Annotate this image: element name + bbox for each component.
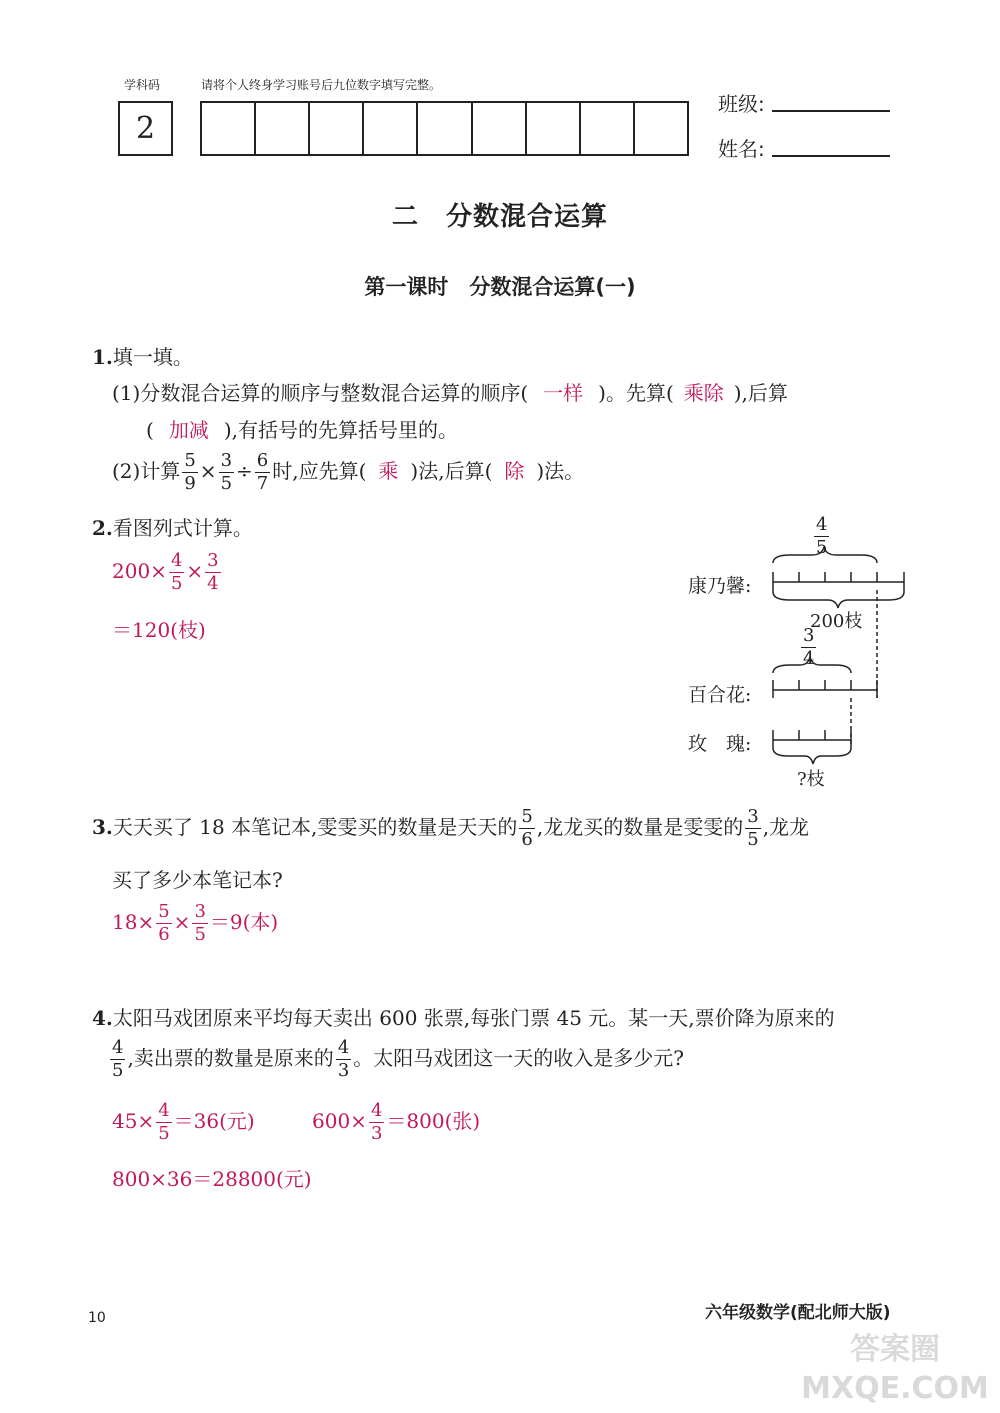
q2-title bbox=[92, 512, 253, 541]
q1-number: 1. bbox=[92, 345, 113, 369]
account-instruction: 请将个人终身学习账号后九位数字填写完整。 bbox=[201, 78, 442, 92]
q1-title-text: 填一填。 bbox=[112, 345, 193, 369]
q1-p2-text-a: (2)计算 bbox=[112, 459, 181, 483]
q1-answer-same: 一样 bbox=[543, 381, 584, 405]
book-title: 六年级数学(配北师大版) bbox=[705, 1303, 891, 1323]
q3-text-c: ,龙龙 bbox=[762, 815, 810, 839]
q3-answer-text-a: 18× bbox=[112, 910, 155, 934]
q2-answer-fraction-1: $\frac{4}{5}$ bbox=[170, 550, 183, 594]
q1-title bbox=[92, 341, 193, 370]
q1-op-1: × bbox=[199, 459, 217, 483]
q1-fraction-1: $\frac{5}{9}$ bbox=[184, 450, 196, 494]
row2-label: 百合花: bbox=[688, 684, 752, 706]
q3-number: 3. bbox=[92, 815, 113, 839]
row3-total: ?枝 bbox=[797, 769, 825, 790]
row1-label: 康乃馨: bbox=[688, 575, 752, 597]
row3-label: 玫 瑰: bbox=[688, 733, 752, 755]
account-digit-box[interactable] bbox=[473, 103, 527, 154]
q3-answer bbox=[112, 903, 278, 944]
diagram-top-fraction: $\frac{4}{5}$ bbox=[816, 514, 828, 558]
account-digit-box[interactable] bbox=[364, 103, 418, 154]
q2-answer-op: × bbox=[186, 559, 204, 583]
account-digit-box[interactable] bbox=[202, 103, 256, 154]
q1-p1-text-b: )。先算( bbox=[598, 381, 674, 405]
q3-text-b: ,龙龙买的数量是雯雯的 bbox=[536, 815, 744, 839]
q4-answer2-text-a: 600× bbox=[312, 1109, 367, 1133]
account-digit-box[interactable] bbox=[310, 103, 364, 154]
q2-answer-text-a: 200× bbox=[112, 559, 167, 583]
account-digit-box[interactable] bbox=[635, 103, 687, 154]
q1-p2-text-d: )法。 bbox=[536, 459, 585, 483]
q4-number: 4. bbox=[92, 1006, 113, 1030]
watermark-logo: 答案圈 MXQE.COM bbox=[801, 1332, 989, 1406]
account-digit-box[interactable] bbox=[527, 103, 581, 154]
q4-line1 bbox=[92, 1002, 835, 1031]
account-number-boxes[interactable] bbox=[200, 101, 689, 156]
diagram-mid-fraction: $\frac{3}{4}$ bbox=[803, 625, 815, 669]
q1-op-2: ÷ bbox=[236, 459, 253, 483]
q4-answer1-text-b: ＝36(元) bbox=[173, 1109, 255, 1133]
q3-answer-op: × bbox=[173, 910, 191, 934]
q4-answer2-fraction: $\frac{4}{3}$ bbox=[370, 1100, 383, 1144]
q4-answer-1 bbox=[112, 1102, 255, 1143]
q4-text-line1: 太阳马戏团原来平均每天卖出 600 张票,每张门票 45 元。某一天,票价降为原来的 bbox=[112, 1006, 835, 1030]
row1-total: 200枝 bbox=[810, 611, 863, 632]
row1-bottom-brace bbox=[773, 592, 904, 608]
q1-p2-text-c: )法,后算( bbox=[410, 459, 493, 483]
q2-title-text: 看图列式计算。 bbox=[112, 516, 253, 540]
chapter-title: 二 分数混合运算 bbox=[391, 202, 608, 232]
subject-code-label: 学科码 bbox=[124, 78, 161, 92]
q3-fraction-2: $\frac{3}{5}$ bbox=[747, 806, 759, 850]
q1-part1-line1 bbox=[112, 377, 788, 406]
q4-text-c: 。太阳马戏团这一天的收入是多少元? bbox=[353, 1046, 684, 1070]
q4-line2 bbox=[108, 1039, 684, 1080]
row3-bottom-brace bbox=[773, 748, 851, 764]
q3-text-a: 天天买了 18 本笔记本,雯雯买的数量是天天的 bbox=[112, 815, 518, 839]
q1-answer-divide: 除 bbox=[504, 459, 525, 483]
q1-fraction-3: $\frac{6}{7}$ bbox=[256, 450, 269, 494]
q4-answer1-text-a: 45× bbox=[112, 1109, 155, 1133]
subject-code-box bbox=[118, 101, 173, 156]
q3-line2: 买了多少本笔记本? bbox=[112, 868, 283, 892]
q1-answer-multiply: 乘 bbox=[378, 459, 399, 483]
q2-answer-fraction-2: $\frac{3}{4}$ bbox=[207, 550, 219, 594]
q2-number: 2. bbox=[92, 516, 113, 540]
q3-fraction-1: $\frac{5}{6}$ bbox=[521, 806, 533, 850]
q4-fraction-1: $\frac{4}{5}$ bbox=[112, 1037, 124, 1081]
lesson-title: 第一课时 分数混合运算(一) bbox=[364, 275, 636, 299]
q4-answer-2 bbox=[312, 1102, 480, 1143]
q4-text-b: ,卖出票的数量是原来的 bbox=[127, 1046, 334, 1070]
q2-answer-line1 bbox=[112, 552, 223, 593]
q1-p1-text-c: ),后算 bbox=[733, 381, 788, 405]
q1-answer-add-sub: 加减 bbox=[168, 418, 209, 442]
page-number: 10 bbox=[88, 1310, 106, 1326]
q3-answer-text-b: ＝9(本) bbox=[209, 910, 279, 934]
q4-answer1-fraction: $\frac{4}{5}$ bbox=[158, 1100, 170, 1144]
q1-answer-mul-div: 乘除 bbox=[683, 381, 724, 405]
q3-answer-fraction-1: $\frac{5}{6}$ bbox=[158, 901, 170, 945]
class-label: 班级: bbox=[718, 92, 765, 116]
q1-part2 bbox=[112, 452, 584, 493]
account-digit-box[interactable] bbox=[581, 103, 635, 154]
q1-p1-text-d: ( bbox=[146, 418, 154, 442]
q4-answer-3: 800×36＝28800(元) bbox=[112, 1167, 312, 1191]
q2-answer-line2: ＝120(枝) bbox=[112, 618, 206, 642]
subject-code-value: 2 bbox=[135, 111, 156, 146]
q1-p1-text-a: (1)分数混合运算的顺序与整数混合运算的顺序( bbox=[112, 381, 529, 405]
q4-fraction-2: $\frac{4}{3}$ bbox=[337, 1037, 350, 1081]
account-digit-box[interactable] bbox=[418, 103, 472, 154]
q3-answer-fraction-2: $\frac{3}{5}$ bbox=[194, 901, 206, 945]
q1-p2-text-b: 时,应先算( bbox=[272, 459, 367, 483]
name-label: 姓名: bbox=[718, 137, 765, 161]
q4-answer2-text-b: ＝800(张) bbox=[386, 1109, 481, 1133]
q1-p1-text-e: ),有括号的先算括号里的。 bbox=[223, 418, 458, 442]
class-field[interactable] bbox=[772, 110, 890, 112]
q3-line1 bbox=[92, 808, 809, 849]
q1-fraction-2: $\frac{3}{5}$ bbox=[220, 450, 233, 494]
account-digit-box[interactable] bbox=[256, 103, 310, 154]
q1-part1-line2 bbox=[146, 414, 458, 443]
name-field[interactable] bbox=[772, 155, 890, 157]
